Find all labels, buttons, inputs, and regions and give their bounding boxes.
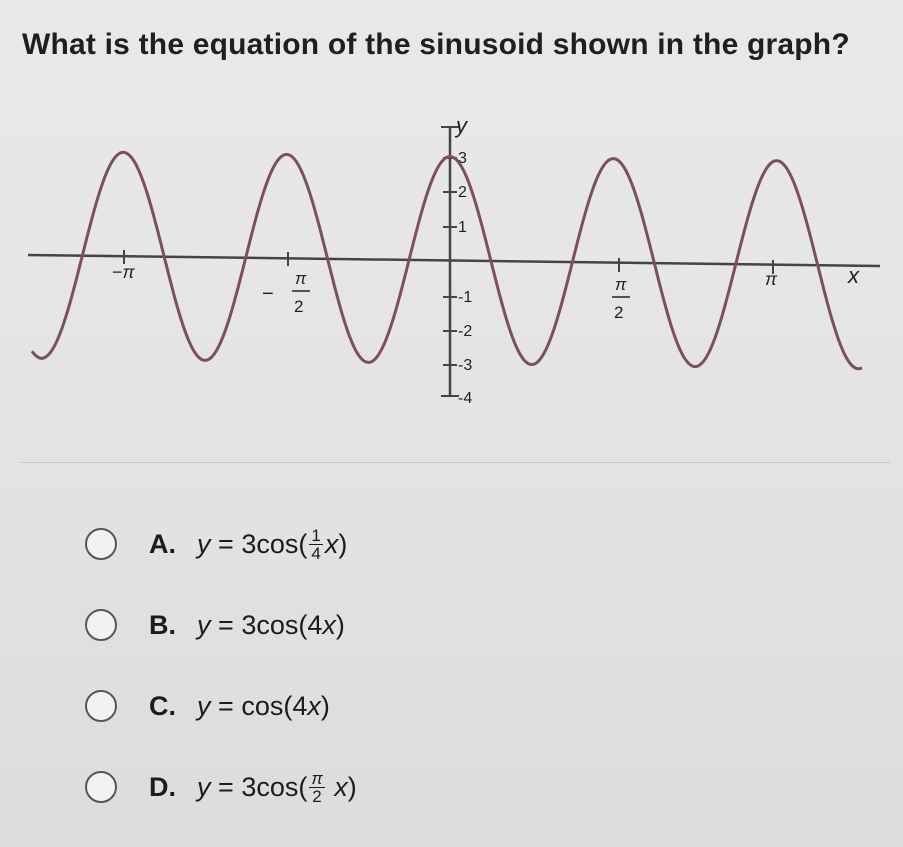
- choice-d[interactable]: [85, 765, 357, 809]
- choice-c-equation: y = cos(4 x ): [197, 690, 330, 721]
- choice-b-equation: y = 3cos(4 x ): [197, 609, 345, 640]
- radio-b[interactable]: [85, 609, 117, 641]
- y-tick-neg3: -3: [458, 357, 473, 374]
- svg-text:2: 2: [294, 297, 304, 316]
- svg-text:2: 2: [614, 303, 624, 322]
- svg-text:π: π: [295, 269, 307, 288]
- y-tick-neg2: -2: [458, 323, 473, 340]
- choice-c[interactable]: [85, 684, 357, 728]
- radio-d[interactable]: [85, 771, 117, 803]
- svg-text:π: π: [615, 275, 627, 294]
- y-tick-2: 2: [458, 184, 467, 201]
- choice-b[interactable]: [85, 603, 357, 647]
- radio-a[interactable]: [85, 528, 117, 560]
- y-axis-label: y: [456, 113, 467, 138]
- question-text: What is the equation of the sinusoid shown in the graph?: [22, 28, 850, 61]
- y-ticks: [443, 150, 472, 407]
- choice-b-letter: B.: [149, 609, 176, 640]
- choice-d-letter: D.: [149, 771, 176, 802]
- radio-c[interactable]: [85, 690, 117, 722]
- y-tick-3: 3: [458, 150, 467, 167]
- choice-a-equation: y = 3cos( $\frac{1}{4}$ x ): [197, 525, 348, 563]
- answer-choices: [85, 522, 357, 846]
- svg-text:−: −: [262, 283, 274, 305]
- x-axis-label: x: [848, 263, 859, 288]
- y-tick-1: 1: [458, 219, 467, 236]
- x-tick-pi-half: [612, 275, 630, 322]
- divider: [20, 462, 890, 463]
- sinusoid-graph: [0, 100, 903, 430]
- y-tick-neg1: -1: [458, 289, 473, 306]
- choice-c-letter: C.: [149, 690, 176, 721]
- x-tick-pi: π: [765, 269, 778, 289]
- choice-a-letter: A.: [149, 528, 176, 559]
- choice-a[interactable]: [85, 522, 357, 566]
- y-tick-neg4: -4: [458, 390, 473, 407]
- x-tick-neg-pi: −π: [112, 262, 135, 282]
- x-axis: [28, 255, 880, 266]
- x-tick-neg-pi-half: [262, 269, 310, 316]
- choice-d-equation: y = 3cos( $\frac{\pi}{2}$ x ): [197, 768, 357, 806]
